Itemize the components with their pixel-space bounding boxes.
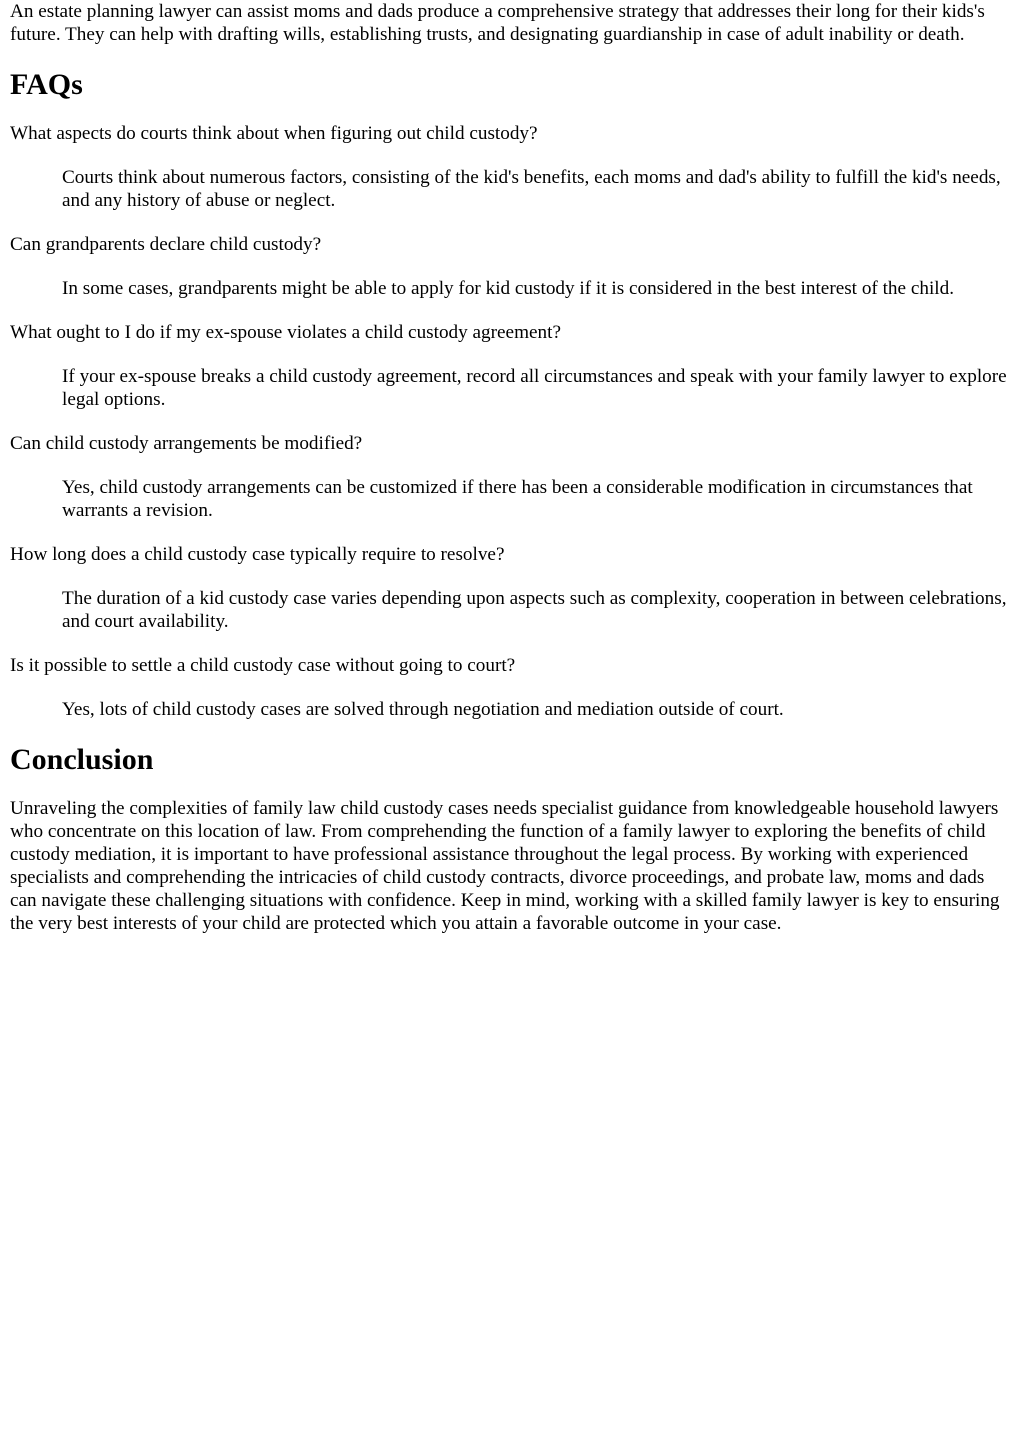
faq-list (10, 122, 1014, 721)
faq-answer: The duration of a kid custody case varies depending upon aspects such as complexity, cooperation in between celebrations, and court availability. (62, 588, 1007, 632)
faqs-heading: FAQs (10, 68, 83, 101)
faq-question: How long does a child custody case typically require to resolve? (10, 544, 505, 565)
faq-answer: Yes, lots of child custody cases are solved through negotiation and mediation outside of court. (62, 699, 784, 720)
faq-answer: In some cases, grandparents might be able to apply for kid custody if it is considered in the best interest of the child. (62, 278, 954, 299)
conclusion-paragraph: Unraveling the complexities of family law child custody cases needs specialist guidance from knowledgeable household lawyers who concentrate on this location of law. From comprehending the function of a family lawyer to exploring the benefits of child custody mediation, it is important to have professional assistance throughout the legal process. By working with experienced specialists and comprehending the intricacies of child custody contracts, divorce proceedings, and probate law, moms and dads can navigate these challenging situations with confidence. Keep in mind, working with a skilled family lawyer is key to ensuring the very best interests of your child are protected which you attain a favorable outcome in your case. (10, 798, 1000, 934)
faq-question: What ought to I do if my ex-spouse violates a child custody agreement? (10, 322, 561, 343)
faq-answer: Yes, child custody arrangements can be customized if there has been a considerable modification in circumstances that warrants a revision. (62, 477, 973, 521)
faq-question: What aspects do courts think about when figuring out child custody? (10, 123, 538, 144)
faq-answer: If your ex-spouse breaks a child custody agreement, record all circumstances and speak with your family lawyer to explore legal options. (62, 366, 1007, 410)
intro-paragraph: An estate planning lawyer can assist moms and dads produce a comprehensive strategy that addresses their long for their kids's future. They can help with drafting wills, establishing trusts, and designating guardianship in case of adult inability or death. (10, 1, 985, 45)
faq-question: Can child custody arrangements be modified? (10, 433, 363, 454)
faq-question: Is it possible to settle a child custody case without going to court? (10, 655, 516, 676)
faq-question: Can grandparents declare child custody? (10, 234, 322, 255)
faq-answer: Courts think about numerous factors, consisting of the kid's benefits, each moms and dad's ability to fulfill the kid's needs, and any history of abuse or neglect. (62, 167, 1001, 211)
conclusion-heading: Conclusion (10, 743, 154, 776)
